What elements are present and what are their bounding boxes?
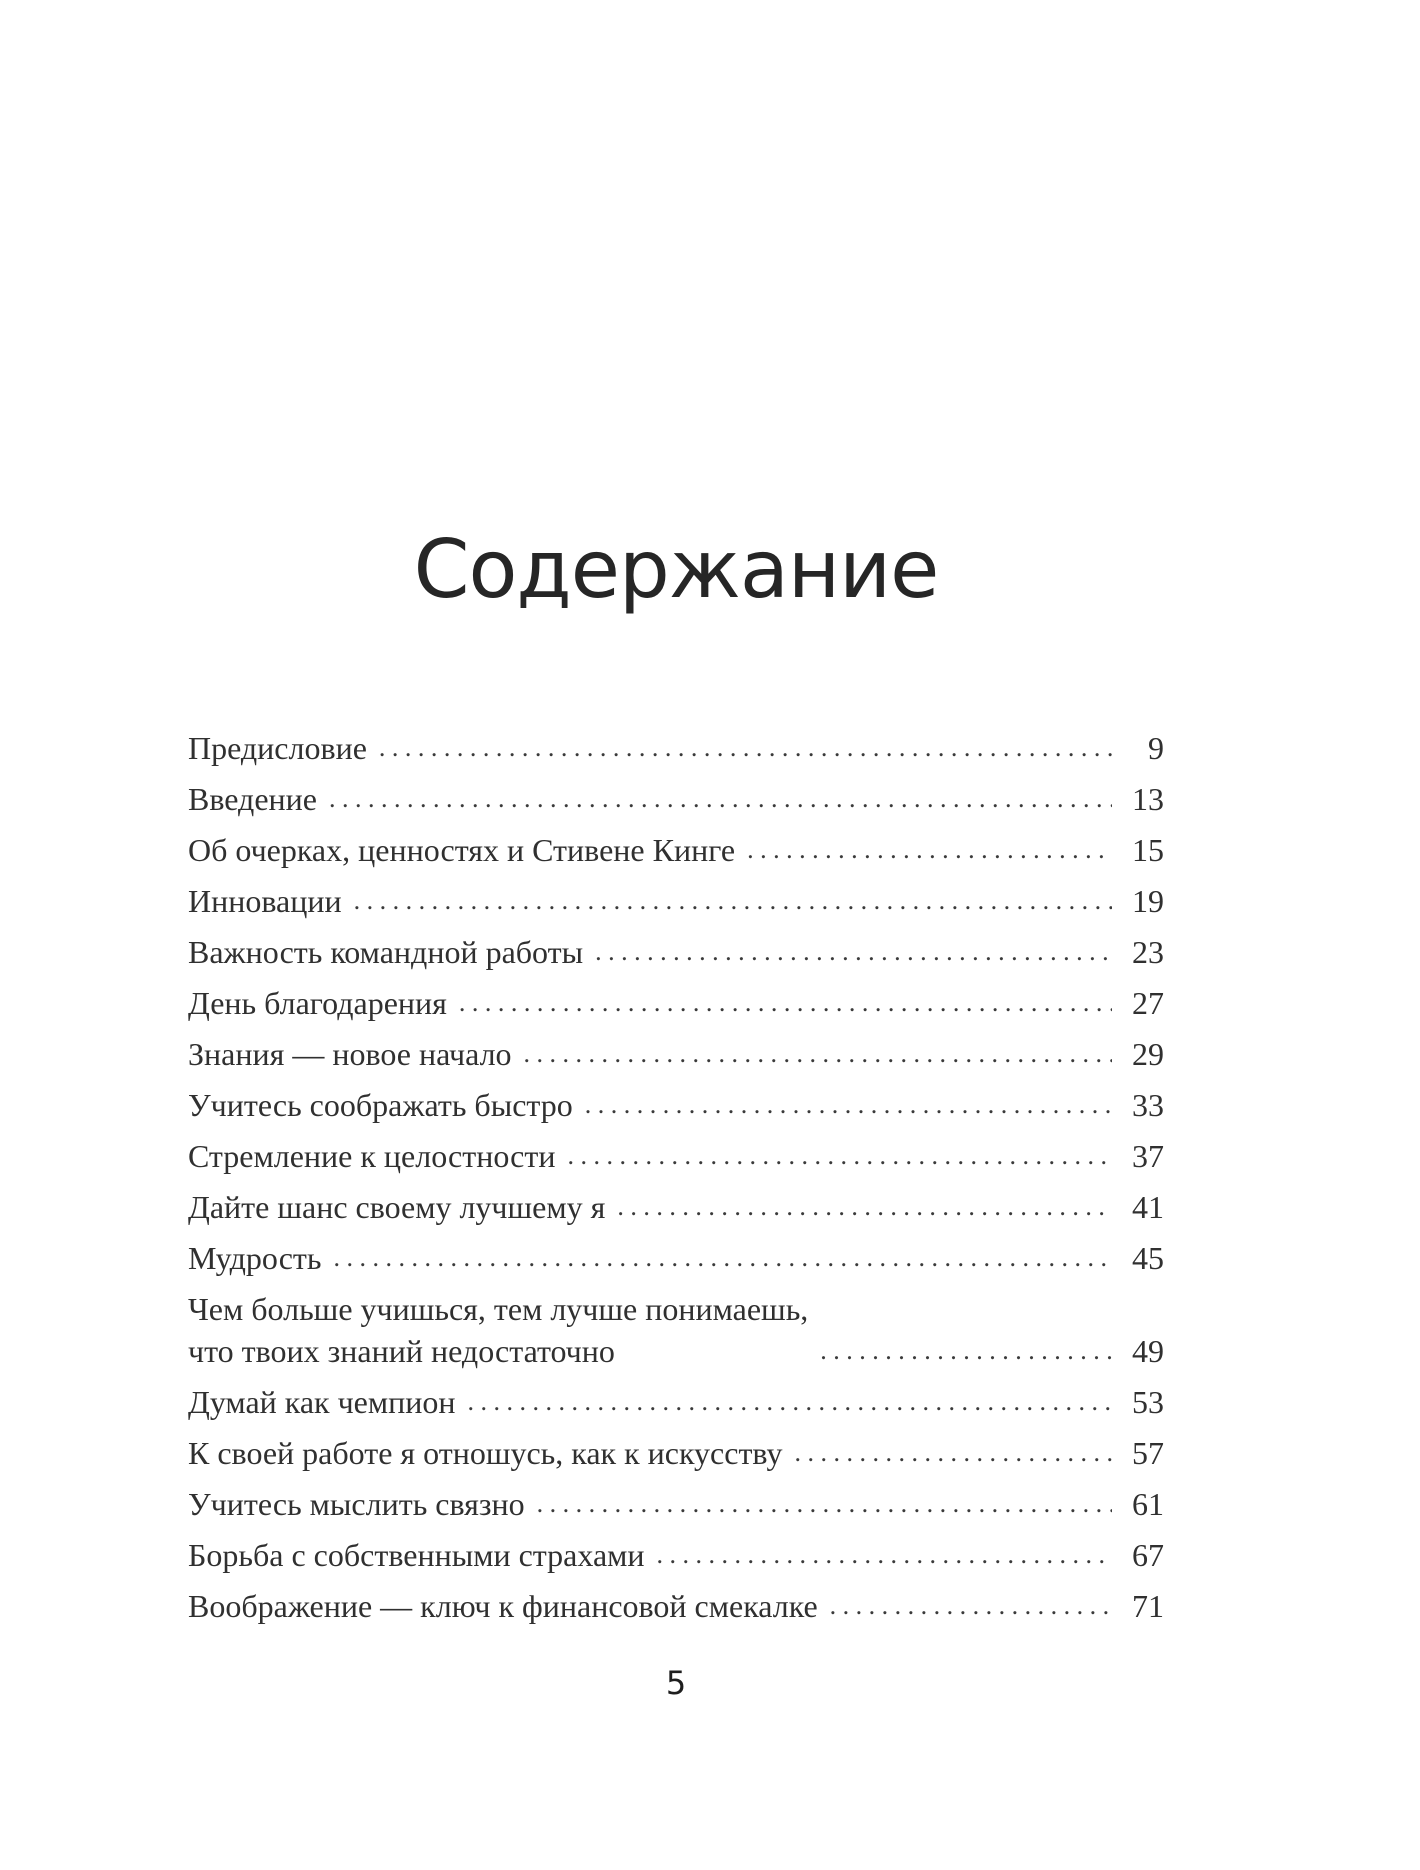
toc-entry-page: 19	[1132, 883, 1164, 919]
toc-entry-title: К своей работе я отношусь, как к искусству	[188, 1435, 783, 1471]
toc-entry[interactable]	[188, 1474, 1164, 1525]
toc-entry[interactable]	[188, 1075, 1164, 1126]
dot-leader	[595, 931, 1112, 973]
dot-leader	[334, 1237, 1113, 1279]
toc-entry[interactable]	[188, 1576, 1164, 1627]
dot-leader	[379, 727, 1112, 769]
toc-entry-page: 53	[1132, 1384, 1164, 1420]
dot-leader	[459, 982, 1112, 1024]
dot-leader	[567, 1135, 1112, 1177]
page-number: 5	[665, 1664, 687, 1702]
toc-entry-page: 29	[1132, 1036, 1164, 1072]
toc-entry-page: 45	[1132, 1240, 1164, 1276]
toc-entry-title: Знания — новое начало	[188, 1036, 512, 1072]
toc-entry-title: Об очерках, ценностях и Стивене Кинге	[188, 832, 736, 868]
toc-entry[interactable]	[188, 1372, 1164, 1423]
toc-entry[interactable]	[188, 922, 1164, 973]
toc-entry-page: 37	[1132, 1138, 1164, 1174]
toc-entry-page: 49	[1132, 1333, 1164, 1369]
toc-entry-title: Мудрость	[188, 1240, 322, 1276]
toc-entry-title: Предисловие	[188, 730, 367, 766]
toc-entry-title: День благодарения	[188, 985, 447, 1021]
dot-leader	[585, 1084, 1112, 1126]
toc-entry-page: 33	[1132, 1087, 1164, 1123]
toc-entry-page: 15	[1132, 832, 1164, 868]
toc-entry-title: Учитесь мыслить связно	[188, 1486, 525, 1522]
toc-entry[interactable]	[188, 1279, 1164, 1372]
toc-entry[interactable]	[188, 1024, 1164, 1075]
dot-leader	[820, 1330, 1112, 1372]
toc-entry-title: Инновации	[188, 883, 342, 919]
toc-entry[interactable]	[188, 1525, 1164, 1576]
toc-entry-title: Борьба с собственными страхами	[188, 1537, 645, 1573]
toc-entry[interactable]	[188, 1423, 1164, 1474]
dot-leader	[794, 1432, 1112, 1474]
toc-entry-page: 23	[1132, 934, 1164, 970]
dot-leader	[830, 1585, 1112, 1627]
dot-leader	[524, 1033, 1112, 1075]
toc-entry[interactable]	[188, 1228, 1164, 1279]
toc-entry-title: Стремление к целостности	[188, 1138, 556, 1174]
toc-entry-title: Дайте шанс своему лучшему я	[188, 1189, 606, 1225]
dot-leader	[537, 1483, 1112, 1525]
dot-leader	[354, 880, 1112, 922]
toc-entry-page: 9	[1148, 730, 1164, 766]
toc-entry[interactable]	[188, 871, 1164, 922]
toc-entry[interactable]	[188, 1126, 1164, 1177]
toc-entry-title: Введение	[188, 781, 317, 817]
toc-entry-page: 57	[1132, 1435, 1164, 1471]
toc-entry[interactable]	[188, 820, 1164, 871]
toc-entry-page: 13	[1132, 781, 1164, 817]
toc-entry[interactable]	[188, 769, 1164, 820]
toc-entry-title: Чем больше учишься, тем лучше понимаешь, что твоих знаний недостаточно	[188, 1291, 809, 1369]
toc-entry-title: Воображение — ключ к финансовой смекалке	[188, 1588, 818, 1624]
toc-entry-page: 71	[1132, 1588, 1164, 1624]
dot-leader	[747, 829, 1112, 871]
toc-entry[interactable]	[188, 1177, 1164, 1228]
toc-entry-page: 27	[1132, 985, 1164, 1021]
toc-entry[interactable]	[188, 718, 1164, 769]
page-title: Содержание	[413, 523, 939, 616]
toc-entry[interactable]	[188, 973, 1164, 1024]
dot-leader	[329, 778, 1112, 820]
toc-entry-title: Важность командной работы	[188, 934, 584, 970]
toc-entry-title: Учитесь соображать быстро	[188, 1087, 573, 1123]
toc-entry-page: 67	[1132, 1537, 1164, 1573]
dot-leader	[468, 1381, 1113, 1423]
toc-entry-page: 41	[1132, 1189, 1164, 1225]
dot-leader	[617, 1186, 1112, 1228]
toc-entry-title: Думай как чемпион	[188, 1384, 456, 1420]
table-of-contents	[188, 718, 1164, 1627]
dot-leader	[657, 1534, 1112, 1576]
toc-entry-page: 61	[1132, 1486, 1164, 1522]
